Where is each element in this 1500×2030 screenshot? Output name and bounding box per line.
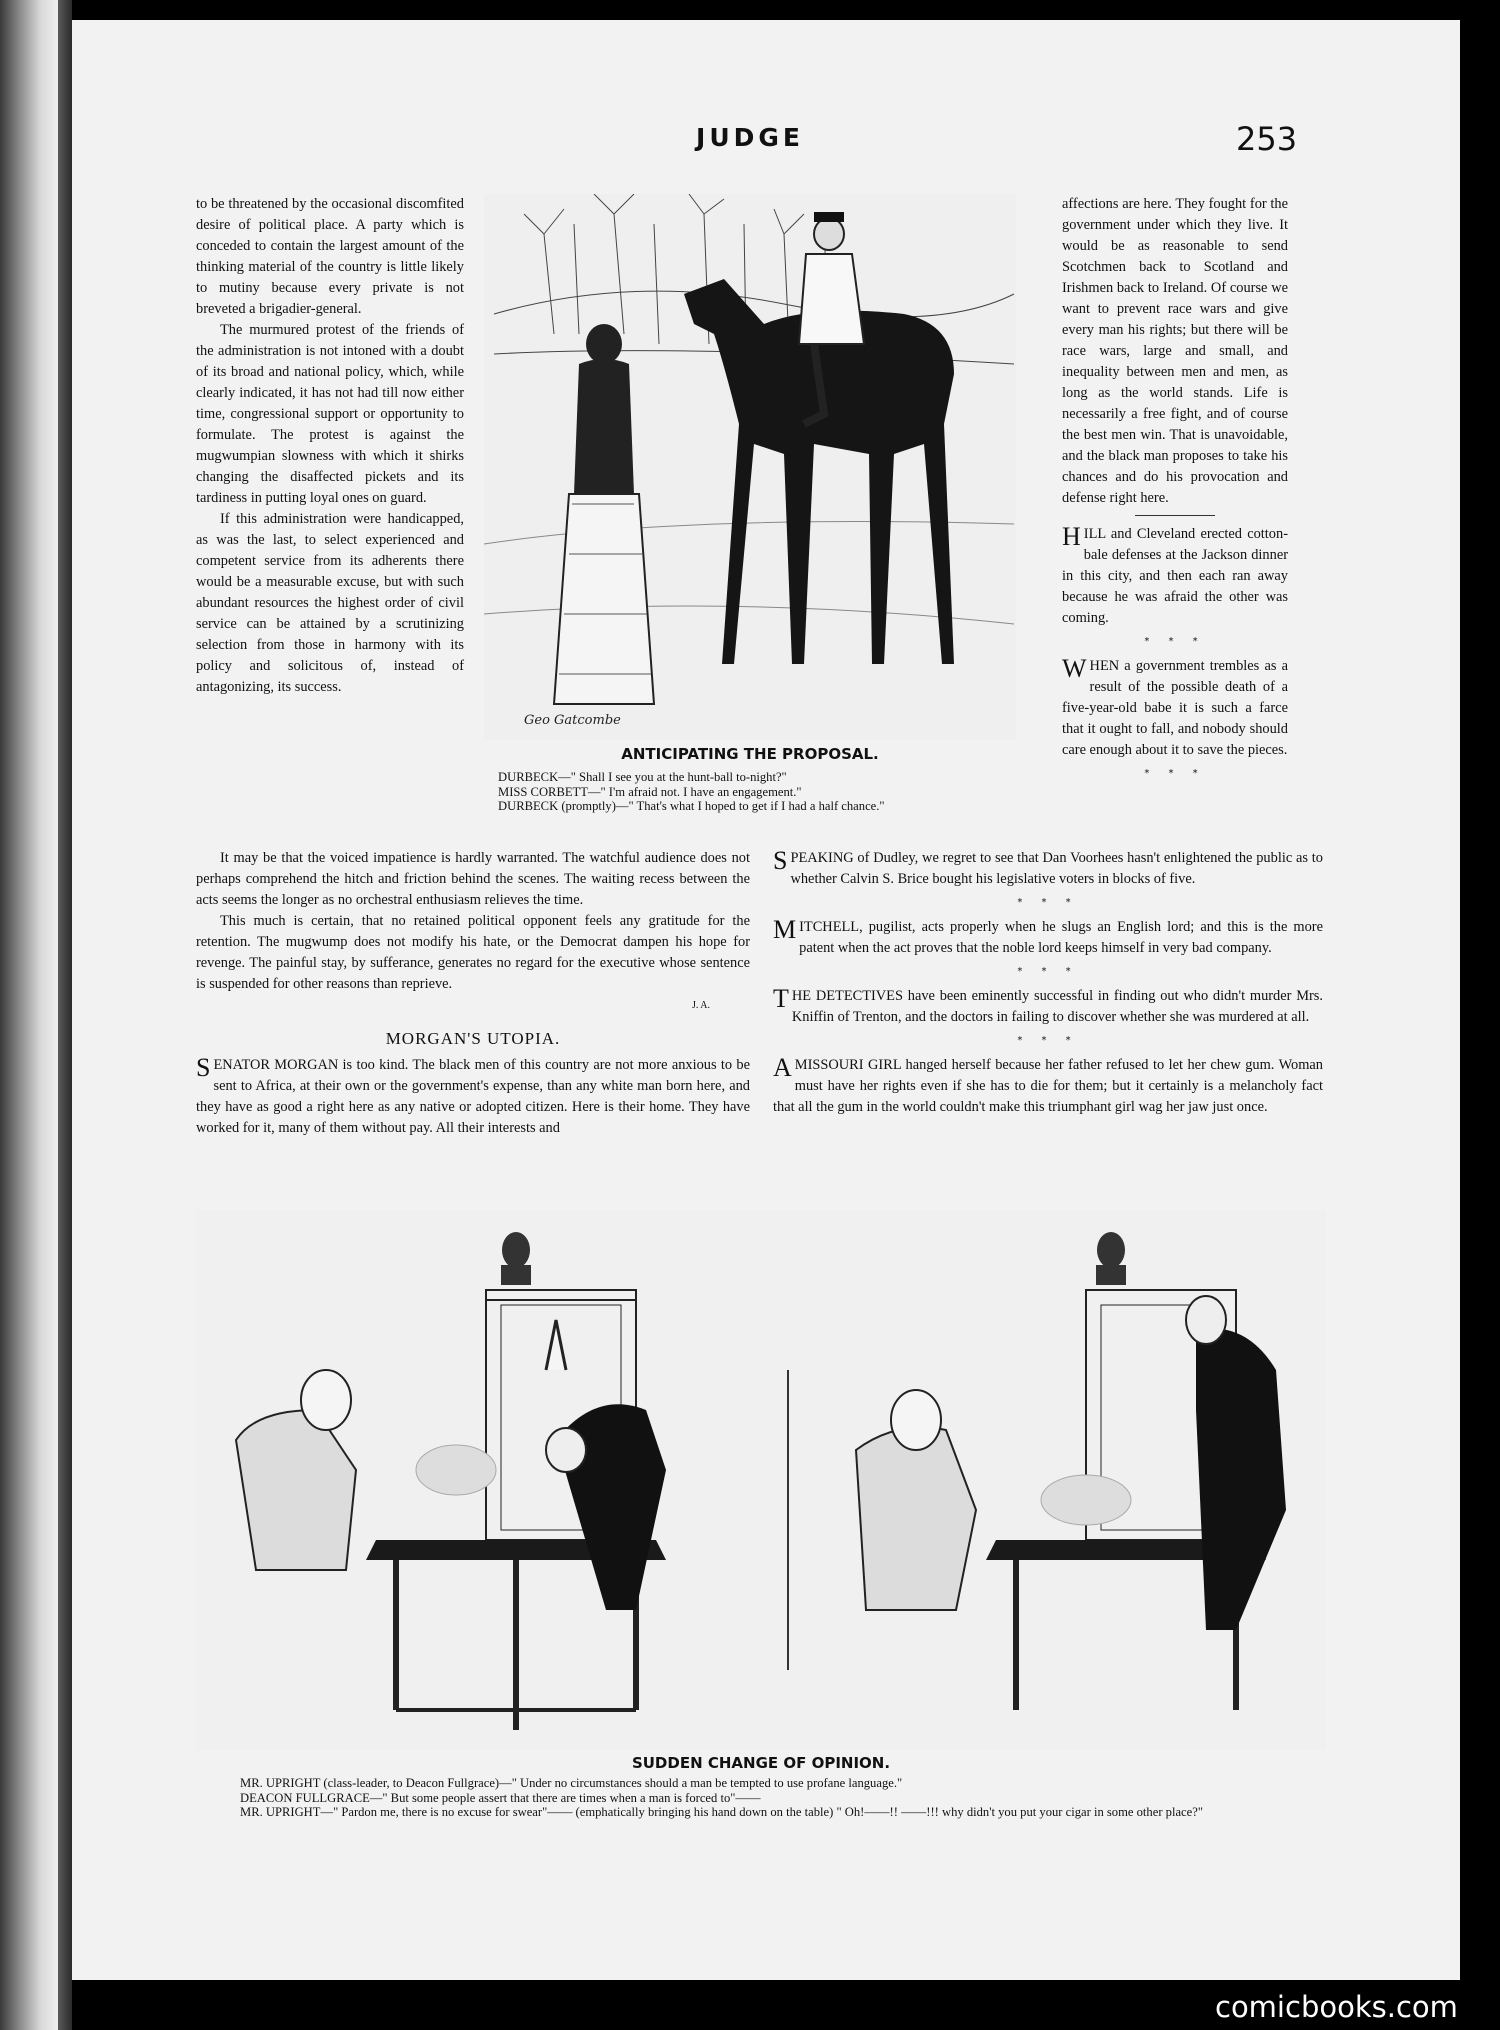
- left-page-spine: [0, 0, 58, 2030]
- morgan-dropcap: S: [196, 1053, 211, 1082]
- sudden-change-illustration: [196, 1210, 1326, 1750]
- hill-dropcap: H: [1062, 522, 1081, 551]
- speaking-paragraph: SPEAKING of Dudley, we regret to see that Dan Voorhees hasn't enlightened the public as to whether Calvin S. Brice bought his legislative voters in blocks of five.: [773, 846, 1323, 887]
- right-continuation: affections are here. They fought for the government under which they live. It would be as reasonable to send Scotchmen back to Scotland and Irishmen back to Ireland. Of course we want to prevent race wars and give every man his rights; but there will be race wars, large and small, and inequality between men and men, as long as the world stands. Life is necessarily a free fight, and of course the best men win. That is unavoidable, and the black man proposes to take his chances and do his provocation and defense right here.: [1062, 196, 1288, 506]
- when-paragraph: WHEN a government trembles as a result of the possible death of a five-year-old babe it is such a farce that it ought to fall, and nobody should care enough about it to save the pieces.: [1062, 654, 1288, 758]
- article-signature: J. A.: [691, 1000, 710, 1011]
- bottom-dialogue-line-1: MR. UPRIGHT (class-leader, to Deacon Fullgrace)—" Under no circumstances should a man be tempted to use profane language.": [240, 1776, 903, 1790]
- morgan-paragraph: SENATOR MORGAN is too kind. The black men of this country are not more anxious to be sent to Africa, at their own or the government's expense, than any white man born here, and they have as good a right here as any native or adopted citizen. Here is their home. They have worked for it, many of them without pay. All their interests and: [196, 1053, 750, 1136]
- separator-stars: * * *: [1017, 897, 1079, 908]
- missouri-dropcap: A: [773, 1053, 792, 1082]
- detectives-dropcap: T: [773, 984, 789, 1013]
- site-watermark: comicbooks.com: [1215, 1990, 1458, 2024]
- separator-stars: * * *: [1017, 966, 1079, 977]
- masthead-title: JUDGE: [696, 123, 804, 152]
- top-cartoon-title: ANTICIPATING THE PROPOSAL.: [621, 745, 879, 763]
- section-rule: [1135, 515, 1215, 516]
- right-column: [1062, 194, 1288, 788]
- separator-stars: * * *: [1017, 1035, 1079, 1046]
- left-wide-block: [196, 848, 750, 1139]
- top-dialogue-line-1: DURBECK—" Shall I see you at the hunt-ball to-night?": [498, 770, 787, 784]
- right-wide-block: [773, 848, 1323, 1118]
- gutter-shadow: [58, 0, 72, 2030]
- deacon-table-drawing: [196, 1210, 1326, 1750]
- top-cartoon-dialogue: [498, 770, 1018, 814]
- top-dialogue-line-2: MISS CORBETT—" I'm afraid not. I have an engagement.": [498, 784, 802, 799]
- left-wide-paragraph-2: This much is certain, that no retained political opponent feels any gratitude for the retention. The mugwump does not modify his hate, or the Democrat dampen his hope for revenge. The painful stay, by sufferance, generates no regard for the executive whose sentence is suspended for other reasons than reprieve.: [196, 913, 750, 992]
- horse-rider-woman-drawing: [484, 194, 1016, 740]
- mitchell-dropcap: M: [773, 915, 797, 944]
- detectives-paragraph: THE DETECTIVES have been eminently successful in finding out who didn't murder Mrs. Kniffin of Trenton, and the doctors in failing to discover whether she was murdered at all.: [773, 984, 1323, 1025]
- anticipating-proposal-illustration: [484, 194, 1016, 740]
- page-number: 253: [1236, 120, 1298, 158]
- left-wide-paragraph-1: It may be that the voiced impatience is hardly warranted. The watchful audience does not perhaps comprehend the hitch and friction behind the scenes. The waiting recess between the acts seems the longer as no orchestral enthusiasm relieves the time.: [196, 850, 750, 908]
- hill-paragraph: HILL and Cleveland erected cotton-bale defenses at the Jackson dinner in this city, and then each ran away because he was afraid the other was coming.: [1062, 522, 1288, 626]
- separator-stars: * * *: [1144, 636, 1206, 647]
- left-paragraph-2: The murmured protest of the friends of the administration is not intoned with a doubt of its broad and national policy, which, while clearly indicated, it has not had till now either time, congressional support or opportunity to formulate. The protest is against the mugwumpian slowness with which it shirks changing the disaffected pickets and its tardiness in putting loyal ones on guard.: [196, 322, 464, 506]
- left-paragraph-1: to be threatened by the occasional discomfited desire of political place. A party which is conceded to contain the largest amount of the thinking material of the country is little likely to mutiny because every private is not breveted a brigadier-general.: [196, 196, 464, 317]
- bottom-cartoon-dialogue: [196, 1776, 1326, 1820]
- left-column: [196, 194, 464, 698]
- mitchell-paragraph: MITCHELL, pugilist, acts properly when he slugs an English lord; and this is the more patent when the act proves that the noble lord keeps himself in very bad company.: [773, 915, 1323, 956]
- left-paragraph-3: If this administration were handicapped, as was the last, to select experienced and competent service from its adherents there would be a measurable excuse, but with such abundant resources the highest order of civil service can be attained by a scrutinizing selection from those in harmony with its policy and solicitous of, instead of antagonizing, its success.: [196, 511, 464, 695]
- missouri-paragraph: A MISSOURI GIRL hanged herself because her father refused to let her chew gum. Woman must have her rights even if she has to die for them; but it certainly is a melancholy fact that all the gum in the world couldn't make this triumphant girl wag her jaw just once.: [773, 1053, 1323, 1115]
- bottom-cartoon-title: SUDDEN CHANGE OF OPINION.: [631, 1754, 891, 1772]
- artist-signature: Geo Gatcombe: [524, 713, 621, 728]
- bottom-dialogue-line-3: MR. UPRIGHT—" Pardon me, there is no excuse for swear"—— (emphatically bringing his hand down on the table) " Oh!——!! ——!!! why didn't you put your cigar in some other place?": [240, 1805, 1203, 1819]
- bottom-dialogue-line-2: DEACON FULLGRACE—" But some people assert that there are times when a man is forced to"——: [240, 1790, 761, 1805]
- speaking-dropcap: S: [773, 846, 788, 875]
- top-dialogue-line-3: DURBECK (promptly)—" That's what I hoped to get if I had a half chance.": [498, 799, 885, 813]
- morgan-heading: MORGAN'S UTOPIA.: [385, 1029, 561, 1048]
- separator-stars: * * *: [1144, 768, 1206, 779]
- when-dropcap: W: [1062, 654, 1087, 683]
